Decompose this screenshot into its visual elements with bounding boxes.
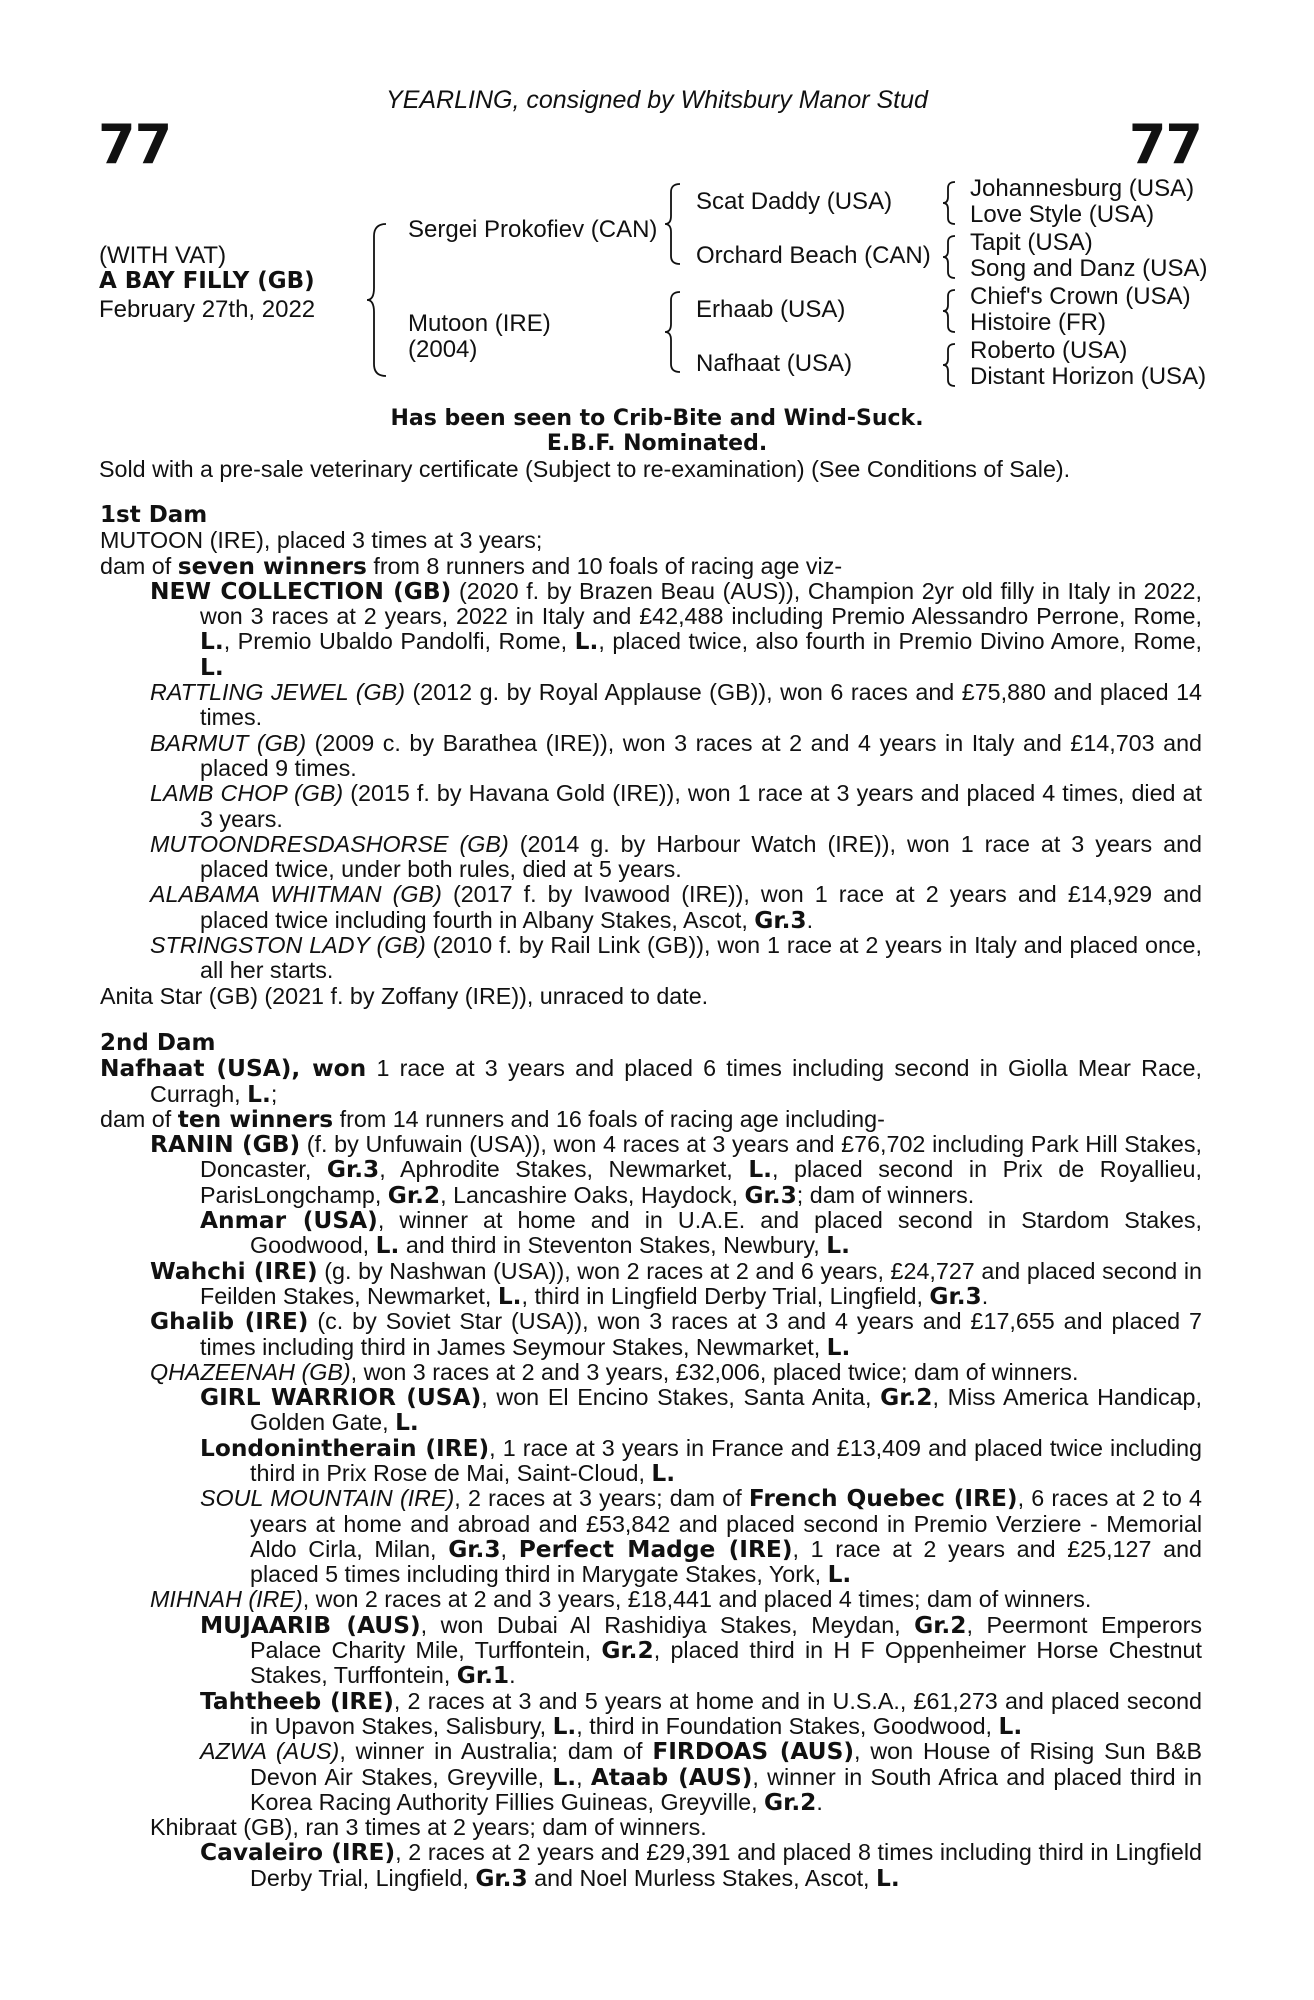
- dam: Mutoon (IRE): [408, 310, 551, 337]
- dam-year: (2004): [408, 336, 478, 363]
- lot-number-left: 77: [98, 113, 172, 176]
- consignment-line: YEARLING, consigned by Whitsbury Manor Stud: [386, 86, 928, 114]
- first-dam-heading: 1st Dam: [100, 502, 208, 528]
- great-grandsire-1: Johannesburg (USA): [970, 175, 1195, 202]
- grand-produce-entry: Londonintherain (IRE), 1 race at 3 years in France and £13,409 and placed twice including third in Prix Rose de Mai, Saint-Cloud, L.: [200, 1434, 1202, 1487]
- great-grandsire-7: Roberto (USA): [970, 337, 1128, 364]
- pedigree-brace-dam: [664, 290, 684, 374]
- sire-sire: Scat Daddy (USA): [696, 188, 893, 215]
- great-grandsire-5: Chief's Crown (USA): [970, 283, 1191, 310]
- pedigree-brace-sire: [664, 182, 684, 266]
- pedigree-brace-main: [366, 222, 390, 378]
- produce-entry: RATTLING JEWEL (GB) (2012 g. by Royal Applause (GB)), won 6 races and £75,880 and placed 14 times.: [150, 679, 1203, 731]
- great-granddam-4: Song and Danz (USA): [970, 255, 1208, 282]
- grand-produce-entry: GIRL WARRIOR (USA), won El Encino Stakes, Santa Anita, Gr.2, Miss America Handicap, Golden Gate, L.: [200, 1384, 1202, 1437]
- dam-record: [100, 503, 1202, 1891]
- produce-entry: MUTOONDRESDASHORSE (GB) (2014 g. by Harbour Watch (IRE)), won 1 race at 3 years and placed twice, under both rules, died at 5 years.: [150, 830, 1202, 883]
- first-dam-line: MUTOON (IRE), placed 3 times at 3 years;: [100, 527, 543, 554]
- produce-entry: BARMUT (GB) (2009 c. by Barathea (IRE)), won 3 races at 2 and 4 years in Italy and £14,703 and placed 9 times.: [150, 729, 1203, 781]
- produce-entry: Ghalib (IRE) (c. by Soviet Star (USA)), won 3 races at 3 and 4 years and £17,655 and placed 7 times including third in James Seymour Stakes, Newmarket, L.: [150, 1308, 1202, 1361]
- grand-produce-entry: SOUL MOUNTAIN (IRE), 2 races at 3 years; dam of French Quebec (IRE), 6 races at 2 to 4 years at home and abroad and £53,842 and placed second in Premio Verziere - Memorial Aldo Cirla, Milan, Gr.3, Perfect Madge (IRE), 1 race at 2 years and £25,127 and placed 5 times including third in Marygate Stakes, York, L.: [200, 1485, 1202, 1589]
- ebf-note: E.B.F. Nominated.: [546, 431, 768, 456]
- sire: Sergei Prokofiev (CAN): [408, 216, 658, 243]
- produce-entry: NEW COLLECTION (GB) (2020 f. by Brazen Beau (AUS)), Champion 2yr old filly in Italy in 2022, won 3 races at 2 years, 2022 in Italy and £42,488 including Premio Alessandro Perrone, Rome, L., Premio Ubaldo Pandolfi, Rome, L., placed twice, also fourth in Premio Divino Amore, Rome, L.: [150, 577, 1203, 681]
- grand-produce-entry: Tahtheeb (IRE), 2 races at 3 and 5 years at home and in U.S.A., £61,273 and placed second in Upavon Stakes, Salisbury, L., third in Foundation Stakes, Goodwood, L.: [200, 1687, 1203, 1740]
- second-dam-produce-summary: dam of ten winners from 14 runners and 16 foals of racing age including-: [100, 1105, 885, 1133]
- dam-sire: Erhaab (USA): [696, 296, 846, 323]
- vices-note: Has been seen to Crib-Bite and Wind-Suck.: [390, 406, 924, 431]
- produce-entry: Wahchi (IRE) (g. by Nashwan (USA)), won 2 races at 2 and 6 years, £24,727 and placed second in Feilden Stakes, Newmarket, L., third in Lingfield Derby Trial, Lingfield, Gr.3.: [150, 1257, 1203, 1310]
- sire-dam: Orchard Beach (CAN): [696, 242, 931, 269]
- great-granddam-8: Distant Horizon (USA): [970, 363, 1207, 390]
- dam-dam: Nafhaat (USA): [696, 350, 853, 377]
- great-grandsire-3: Tapit (USA): [970, 229, 1093, 256]
- vat-label: (WITH VAT): [99, 242, 227, 269]
- pedigree-brace-g1: [942, 180, 958, 226]
- produce-entry: Anita Star (GB) (2021 f. by Zoffany (IRE)), unraced to date.: [100, 982, 709, 1009]
- produce-entry: LAMB CHOP (GB) (2015 f. by Havana Gold (IRE)), won 1 race at 3 years and placed 4 times, died at 3 years.: [150, 780, 1202, 832]
- great-granddam-2: Love Style (USA): [970, 201, 1155, 228]
- produce-entry: QHAZEENAH (GB), won 3 races at 2 and 3 years, £32,006, placed twice; dam of winners.: [150, 1358, 1079, 1385]
- pedigree-brace-g4: [942, 342, 958, 388]
- great-granddam-6: Histoire (FR): [970, 309, 1106, 336]
- grand-produce-entry: AZWA (AUS), winner in Australia; dam of FIRDOAS (AUS), won House of Rising Sun B&B Devon Air Stakes, Greyville, L., Ataab (AUS), winner in South Africa and placed third in Korea Racing Authority Fillies Guineas, Greyville, Gr.2.: [200, 1738, 1203, 1816]
- horse-name: A BAY FILLY (GB): [99, 268, 315, 294]
- second-dam-heading: 2nd Dam: [100, 1029, 216, 1056]
- produce-entry: RANIN (GB) (f. by Unfuwain (USA)), won 4 races at 3 years and £76,702 including Park Hill Stakes, Doncaster, Gr.3, Aphrodite Stakes, Newmarket, L., placed second in Prix de Royallieu, ParisLongchamp, Gr.2, Lancashire Oaks, Haydock, Gr.3; dam of winners.: [150, 1131, 1202, 1209]
- first-dam-produce-summary: dam of seven winners from 8 runners and 10 foals of racing age viz-: [100, 552, 843, 580]
- foaling-date: February 27th, 2022: [99, 296, 316, 323]
- pedigree-brace-g2: [942, 234, 958, 280]
- vet-note: Sold with a pre-sale veterinary certificate (Subject to re-examination) (See Conditions of Sale).: [99, 456, 1071, 482]
- lot-number-right: 77: [1128, 113, 1202, 176]
- grand-produce-entry: MUJAARIB (AUS), won Dubai Al Rashidiya Stakes, Meydan, Gr.2, Peermont Emperors Palace Charity Mile, Turffontein, Gr.2, placed third in H F Oppenheimer Horse Chestnut Stakes, Turffontein, Gr.1.: [200, 1611, 1202, 1690]
- second-dam-line: Nafhaat (USA), won 1 race at 3 years and placed 6 times including second in Giolla Mear Race, Curragh, L.;: [100, 1055, 1202, 1108]
- produce-entry: ALABAMA WHITMAN (GB) (2017 f. by Ivawood (IRE)), won 1 race at 2 years and £14,929 and placed twice including fourth in Albany Stakes, Ascot, Gr.3.: [150, 881, 1202, 934]
- grand-produce-entry: Cavaleiro (IRE), 2 races at 2 years and £29,391 and placed 8 times including third in Lingfield Derby Trial, Lingfield, Gr.3 and Noel Murless Stakes, Ascot, L.: [200, 1839, 1203, 1892]
- produce-entry: Khibraat (GB), ran 3 times at 2 years; dam of winners.: [150, 1814, 707, 1841]
- produce-entry: MIHNAH (IRE), won 2 races at 2 and 3 years, £18,441 and placed 4 times; dam of winners.: [150, 1586, 1092, 1613]
- grand-produce-entry: Anmar (USA), winner at home and in U.A.E. and placed second in Stardom Stakes, Goodwood, L. and third in Steventon Stakes, Newbury, L.: [200, 1207, 1202, 1260]
- pedigree-brace-g3: [942, 288, 958, 334]
- produce-entry: STRINGSTON LADY (GB) (2010 f. by Rail Link (GB)), won 1 race at 2 years in Italy and placed once, all her starts.: [150, 932, 1202, 984]
